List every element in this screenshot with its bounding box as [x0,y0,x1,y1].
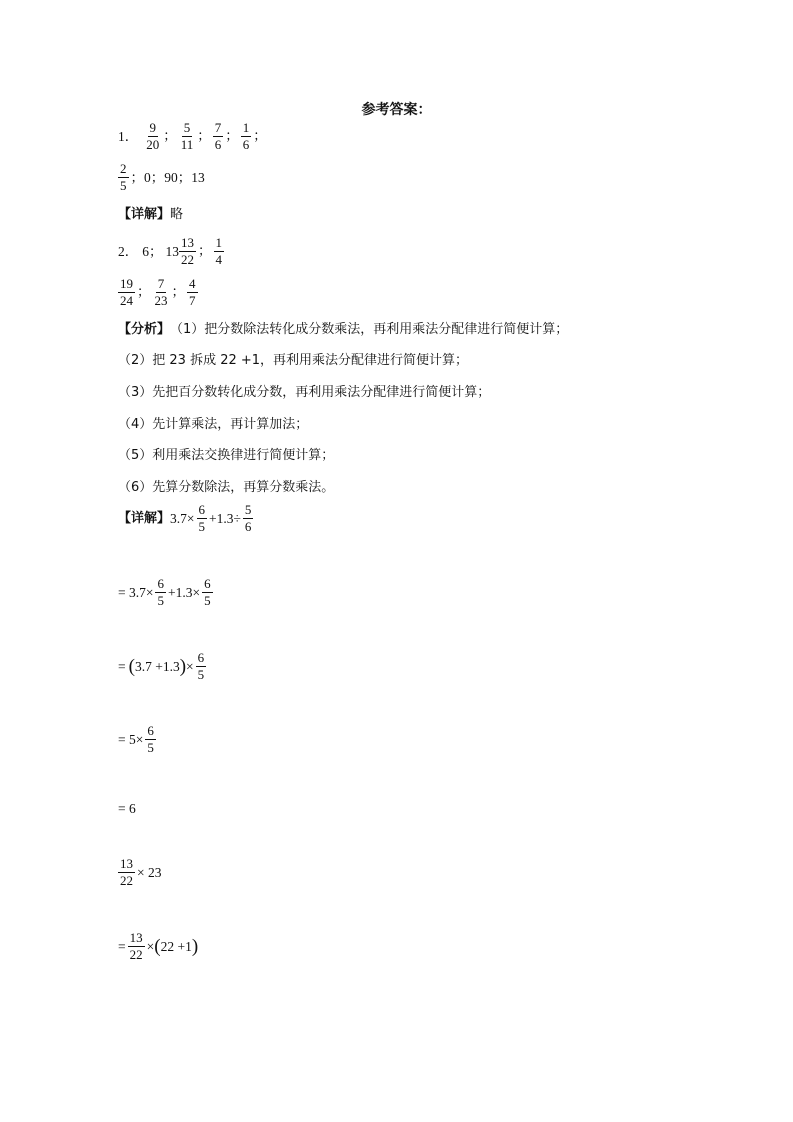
fraction: $\frac{7}{23}$ [154,276,168,309]
fraction: $\frac{13}{22}$ [129,930,143,963]
detail-tag: 【详解】 [118,511,171,527]
analysis-line-5 [118,449,334,462]
fraction: $\frac{6}{5}$ [197,650,205,683]
expr-part: +1.3× [167,585,201,601]
detail-tag: 【详解】 [118,207,171,222]
separator: ； [171,284,185,301]
analysis-line-1 [118,323,568,336]
separator: ； [253,128,267,145]
analysis-text: （6）先算分数除法，再算分数乘法。 [118,480,335,495]
fraction: $\frac{4}{7}$ [189,276,196,309]
detail-step-4 [118,802,136,816]
expr-part: × [146,939,155,955]
analysis-text: （1）把分数除法转化成分数乘法，再利用乘法分配律进行简便计算； [170,322,569,337]
q1-line2 [118,162,205,194]
separator: ； [198,243,212,260]
q1-line2-rest: ；0；90；13 [130,170,205,186]
q1-number: 1． [118,129,139,145]
expr-part: = 3.7× [118,585,154,601]
fraction: $\frac{9}{20}$ [146,120,160,153]
separator: ； [163,128,177,145]
fraction: $\frac{13}{22}$ [120,856,133,889]
fraction: $\frac{1}{4}$ [215,235,222,268]
separator: ； [225,128,239,145]
detail-step-6 [118,931,198,963]
detail-step-2 [118,651,208,683]
fraction: $\frac{19}{24}$ [120,276,133,309]
q2-value-a: 6； [142,244,163,260]
analysis-text: （4）先计算乘法，再计算加法； [118,417,309,432]
detail-step-5 [118,857,162,889]
analysis-tag: 【分析】 [118,322,171,337]
analysis-line-6 [118,481,334,494]
detail-text: 略 [170,207,184,222]
detail-step-3 [118,724,158,756]
analysis-text: （3）先把百分数转化成分数，再利用乘法分配律进行简便计算； [118,385,491,400]
q1-line1 [118,121,267,153]
analysis-line-4 [118,418,308,431]
separator: ； [137,284,151,301]
fraction: $\frac{2}{5}$ [120,161,127,194]
expr-part: × 23 [137,865,162,881]
page-title: 参考答案： [361,102,432,118]
expr-part: 22 +1 [160,939,192,955]
fraction: $\frac{6}{5}$ [198,502,206,535]
fraction: $\frac{5}{6}$ [244,502,252,535]
q2-line1 [118,236,226,268]
detail-step-1 [118,577,215,609]
expr-part: 3.7× [170,511,195,527]
fraction: $\frac{7}{6}$ [214,120,222,153]
fraction: $\frac{6}{5}$ [204,576,211,609]
fraction: $\frac{1}{6}$ [242,120,250,153]
expr-part: 3.7 +1.3 [134,659,180,675]
fraction: $\frac{6}{5}$ [157,576,164,609]
analysis-text: （5）利用乘法交换律进行简便计算； [118,448,335,463]
q2-number: 2． [118,244,139,260]
fraction: $\frac{6}{5}$ [147,723,154,756]
analysis-line-3 [118,386,490,399]
expr-part: × [186,659,194,675]
right-paren: ) [191,936,199,958]
separator: ； [197,128,211,145]
expr-part: +1.3÷ [209,511,241,527]
mixed-whole: 13 [165,244,179,260]
detail-step-0 [118,503,255,535]
expr-part: = [118,939,126,955]
fraction: $\frac{5}{11}$ [180,120,194,153]
left-paren: ( [154,936,161,958]
expr-part: = 5× [118,732,144,748]
q2-line2 [118,277,200,309]
analysis-line-2 [118,354,468,367]
expr-part: = 6 [118,801,136,816]
q1-detail [118,208,183,221]
analysis-text: （2）把 23 拆成 22 +1，再利用乘法分配律进行简便计算； [118,353,469,368]
right-paren: ) [179,656,187,678]
fraction: $\frac{13}{22}$ [181,235,194,268]
expr-part: = [118,659,126,675]
left-paren: ( [128,656,135,678]
